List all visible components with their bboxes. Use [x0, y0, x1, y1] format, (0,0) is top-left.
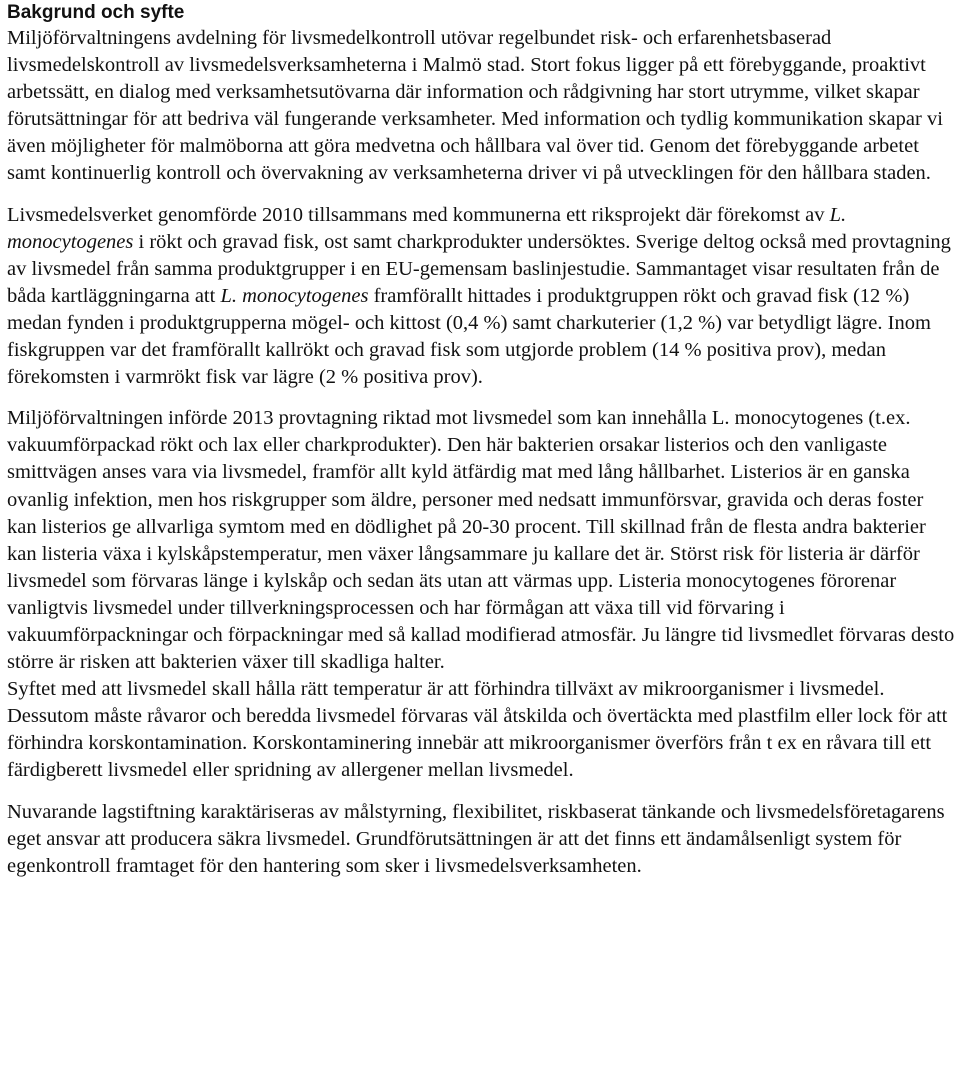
paragraph-gap	[7, 391, 955, 405]
text-run: Livsmedelsverket genomförde 2010 tillsammans med kommunerna ett riksprojekt där förekomst av	[7, 203, 830, 226]
document-page	[7, 0, 955, 880]
species-name: L. monocytogenes	[7, 203, 847, 253]
paragraph-gap	[7, 188, 955, 202]
section-heading: Bakgrund och syfte	[7, 2, 185, 23]
species-name: L. monocytogenes	[220, 284, 369, 307]
text-run: i rökt och gravad fisk, ost samt charkprodukter undersöktes. Sverige deltog också med provtagning av livsmedel från samma produktgrupper i en EU-gemensam baslinjestudie. Sammantaget visar resultaten från de båda kartläggningarna att	[7, 230, 951, 307]
paragraph-legislation: Nuvarande lagstiftning karaktäriseras av målstyrning, flexibilitet, riskbaserat tänkande och livsmedelsföretagarens eget ansvar att producera säkra livsmedel. Grundförutsättningen är att det finns ett ändamålsenligt system för egenkontroll framtaget för den hantering som sker i livsmedelsverksamheten.	[7, 800, 945, 877]
paragraph-national-survey	[7, 202, 955, 392]
text-run: framförallt hittades i produktgruppen rökt och gravad fisk (12 %) medan fynden i produktgrupperna mögel- och kittost (0,4 %) samt charkuterier (1,2 %) var betydligt lägre. Inom fiskgruppen var det framförallt kallrökt och gravad fisk som utgjorde problem (14 % positiva prov), medan förekomsten i varmrökt fisk var lägre (2 % positiva prov).	[7, 284, 931, 389]
paragraph-sampling-2013: Miljöförvaltningen införde 2013 provtagning riktad mot livsmedel som kan innehålla L. monocytogenes (t.ex. vakuumförpackad rökt och lax eller charkprodukter). Den här bakterien orsakar listerios och den vanligaste smittvägen anses vara via livsmedel, framför allt kyld ätfärdig mat med lång hållbarhet. Listerios är en ganska ovanlig infektion, men hos riskgrupper som äldre, personer med nedsatt immunförsvar, gravida och deras foster kan listerios ge allvarliga symtom med en dödlighet på 20-30 procent. Till skillnad från de flesta andra bakterier kan listeria växa i kylskåpstemperatur, men växer långsammare ju kallare det är. Störst risk för listeria är därför livsmedel som förvaras länge i kylskåp och sedan äts utan att värmas upp. Listeria monocytogenes förorenar vanligtvis livsmedel under tillverkningsprocessen och har förmågan att växa till vid förvaring i vakuumförpackningar och förpackningar med så kallad modifierad atmosfär. Ju längre tid livsmedlet förvaras desto större är risken att bakterien växer till skadliga halter.	[7, 407, 955, 674]
paragraph-gap	[7, 785, 955, 799]
paragraph-background: Miljöförvaltningens avdelning för livsmedelkontroll utövar regelbundet risk- och erfarenhetsbaserad livsmedelskontroll av livsmedelsverksamheterna i Malmö stad. Stort fokus ligger på ett förebyggande, proaktivt arbetssätt, en dialog med verksamhetsutövarna där information och rådgivning har stort utrymme, vilket skapar förutsättningar för att bedriva väl fungerande verksamheter. Med information och tydlig kommunikation skapar vi även möjligheter för malmöborna att göra medvetna och hållbara val över tid. Genom det förebyggande arbetet samt kontinuerlig kontroll och övervakning av verksamheterna driver vi på utvecklingen för den hållbara staden.	[7, 27, 943, 185]
paragraph-purpose: Syftet med att livsmedel skall hålla rätt temperatur är att förhindra tillväxt av mikroorganismer i livsmedel. Dessutom måste råvaror och beredda livsmedel förvaras väl åtskilda och övertäckta med plastfilm eller lock för att förhindra korskontamination. Korskontaminering innebär att mikroorganismer överförs från t ex en råvara till ett färdigberett livsmedel eller spridning av allergener mellan livsmedel.	[7, 678, 948, 782]
